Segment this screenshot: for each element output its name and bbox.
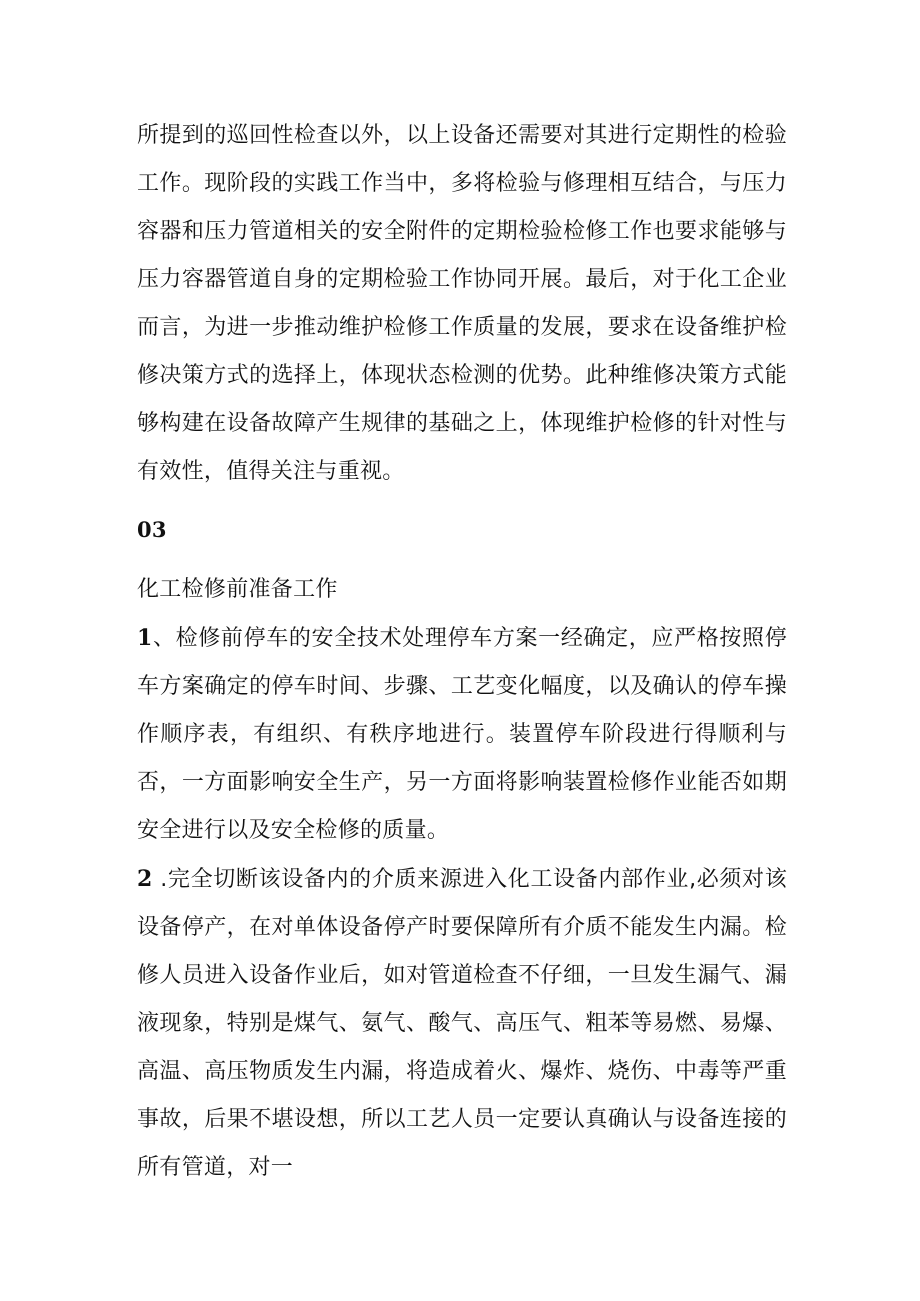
document-body — [137, 112, 787, 1192]
list-item-number: 1 — [137, 625, 153, 651]
list-item-2 — [137, 855, 787, 1192]
section-title: 化工检修前准备工作 — [137, 577, 338, 602]
list-item-text: 、检修前停车的安全技术处理停车方案一经确定，应严格按照停车方案确定的停车时间、步骤、工艺变化幅度，以及确认的停车操作顺序表，有组织、有秩序地进行。装置停车阶段进行得顺利与否，一方面影响安全生产，另一方面将影响装置检修作业能否如期安全进行以及安全检修的质量。 — [137, 626, 787, 843]
body-paragraph: 所提到的巡回性检查以外，以上设备还需要对其进行定期性的检验工作。现阶段的实践工作当中，多将检验与修理相互结合，与压力容器和压力管道相关的安全附件的定期检验检修工作也要求能够与压力容器管道自身的定期检验工作协同开展。最后，对于化工企业而言，为进一步推动维护检修工作质量的发展，要求在设备维护检修决策方式的选择上，体现状态检测的优势。此种维修决策方式能够构建在设备故障产生规律的基础之上，体现维护检修的针对性与有效性，值得关注与重视。 — [137, 123, 787, 484]
section-number: 03 — [137, 517, 167, 542]
list-item-text: .完全切断该设备内的介质来源进入化工设备内部作业,必须对该设备停产，在对单体设备停产时要保障所有介质不能发生内漏。检修人员进入设备作业后，如对管道检查不仔细，一旦发生漏气、漏液现象，特别是煤气、氨气、酸气、高压气、粗苯等易燃、易爆、高温、高压物质发生内漏，将造成着火、爆炸、烧伤、中毒等严重事故，后果不堪设想，所以工艺人员一定要认真确认与设备连接的所有管道，对一 — [137, 867, 787, 1180]
list-item-number: 2 — [137, 866, 153, 892]
list-item-1 — [137, 614, 787, 855]
